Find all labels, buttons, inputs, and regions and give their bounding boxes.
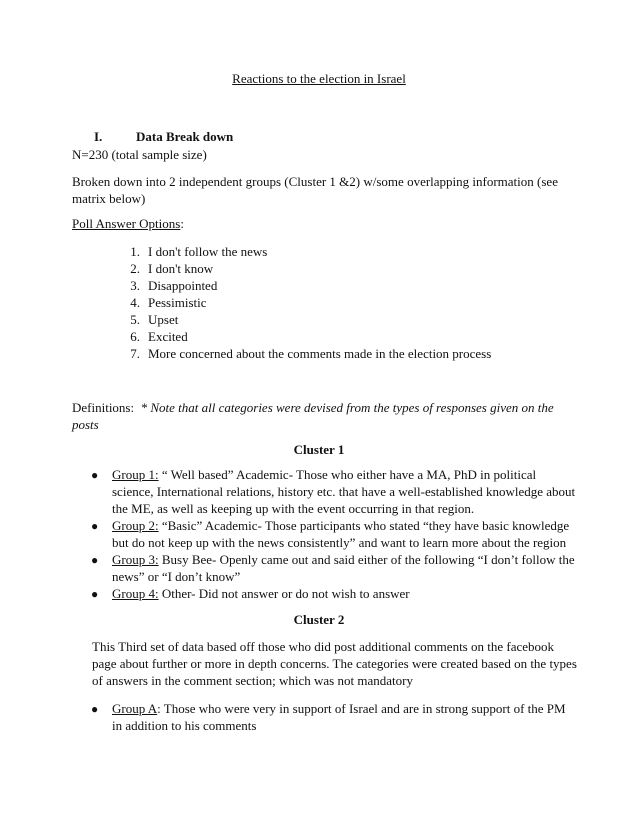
list-text: Pessimistic (148, 295, 207, 310)
bullet-icon: ● (91, 553, 99, 567)
groupA-name: Group A (112, 701, 158, 716)
list-text: Excited (148, 329, 188, 344)
group4-line-1 (112, 585, 410, 602)
list-number: 7. (130, 346, 140, 361)
bullet-icon: ● (91, 702, 99, 716)
list-text: Disappointed (148, 278, 218, 293)
group4-name: Group 4: (112, 586, 159, 601)
group1-line-2: science, International relations, history etc. that have a well-established knowledge about (112, 484, 576, 499)
list-text: I don't know (148, 261, 214, 276)
definitions-note-line-2: posts (72, 417, 99, 432)
group2-name: Group 2: (112, 518, 159, 533)
poll-heading (72, 215, 184, 232)
group1-text-1: “ Well based” Academic- Those who either have a MA, PhD in political (158, 467, 537, 482)
document-title (0, 70, 638, 87)
group1-name: Group 1: (112, 467, 159, 482)
definitions-line-1 (72, 399, 554, 416)
intro-line-2: matrix below) (72, 191, 146, 206)
list-number: 5. (130, 312, 140, 327)
poll-heading-colon: : (180, 216, 184, 231)
groupA-line-2: in addition to his comments (112, 718, 257, 733)
bullet-icon: ● (91, 587, 99, 601)
bullet-icon: ● (91, 468, 99, 482)
section-numeral: I. (94, 129, 103, 144)
groupA-text-1: : Those who were very in support of Israel and are in strong support of the PM (157, 701, 566, 716)
list-number: 3. (130, 278, 140, 293)
group3-name: Group 3: (112, 552, 159, 567)
list-number: 6. (130, 329, 140, 344)
title-text: Reactions to the election in Israel (232, 71, 406, 86)
group1-line-1 (112, 466, 536, 483)
group3-line-2: news” or “I don’t know” (112, 569, 241, 584)
cluster2-para-line-1: This Third set of data based off those who did post additional comments on the facebook (92, 639, 555, 654)
cluster2-title: Cluster 2 (293, 612, 345, 627)
intro-line-1: Broken down into 2 independent groups (Cluster 1 &2) w/some overlapping information (see (72, 174, 558, 189)
list-text: More concerned about the comments made in the election process (148, 346, 492, 361)
list-number: 4. (130, 295, 140, 310)
group2-text-1: “Basic” Academic- Those participants who stated “they have basic knowledge (158, 518, 570, 533)
definitions-note: * Note that all categories were devised from the types of responses given on the (140, 400, 554, 415)
sample-size-text: N=230 (total sample size) (72, 147, 207, 162)
section-heading: Data Break down (136, 129, 234, 144)
cluster1-title: Cluster 1 (293, 442, 345, 457)
group3-text-1: Busy Bee- Openly came out and said either of the following “I don’t follow the (158, 552, 575, 567)
list-number: 2. (130, 261, 140, 276)
list-text: Upset (148, 312, 179, 327)
group1-line-3: the ME, as well as keeping up with the event occurring in that region. (112, 501, 475, 516)
cluster2-para-line-2: page about further or more in depth concerns. The categories were created based on the types (92, 656, 577, 671)
cluster2-para-line-3: of answers in the comment section; which was not mandatory (92, 673, 413, 688)
groupA-line-1 (112, 700, 566, 717)
list-text: I don't follow the news (148, 244, 268, 259)
bullet-icon: ● (91, 519, 99, 533)
group4-text-1: Other- Did not answer or do not wish to answer (158, 586, 410, 601)
group3-line-1 (112, 551, 575, 568)
definitions-label: Definitions: (72, 400, 135, 415)
poll-heading-text: Poll Answer Options (72, 216, 181, 231)
group2-line-1 (112, 517, 569, 534)
list-number: 1. (130, 244, 140, 259)
group2-line-2: but do not keep up with the news consistently” and want to learn more about the region (112, 535, 567, 550)
